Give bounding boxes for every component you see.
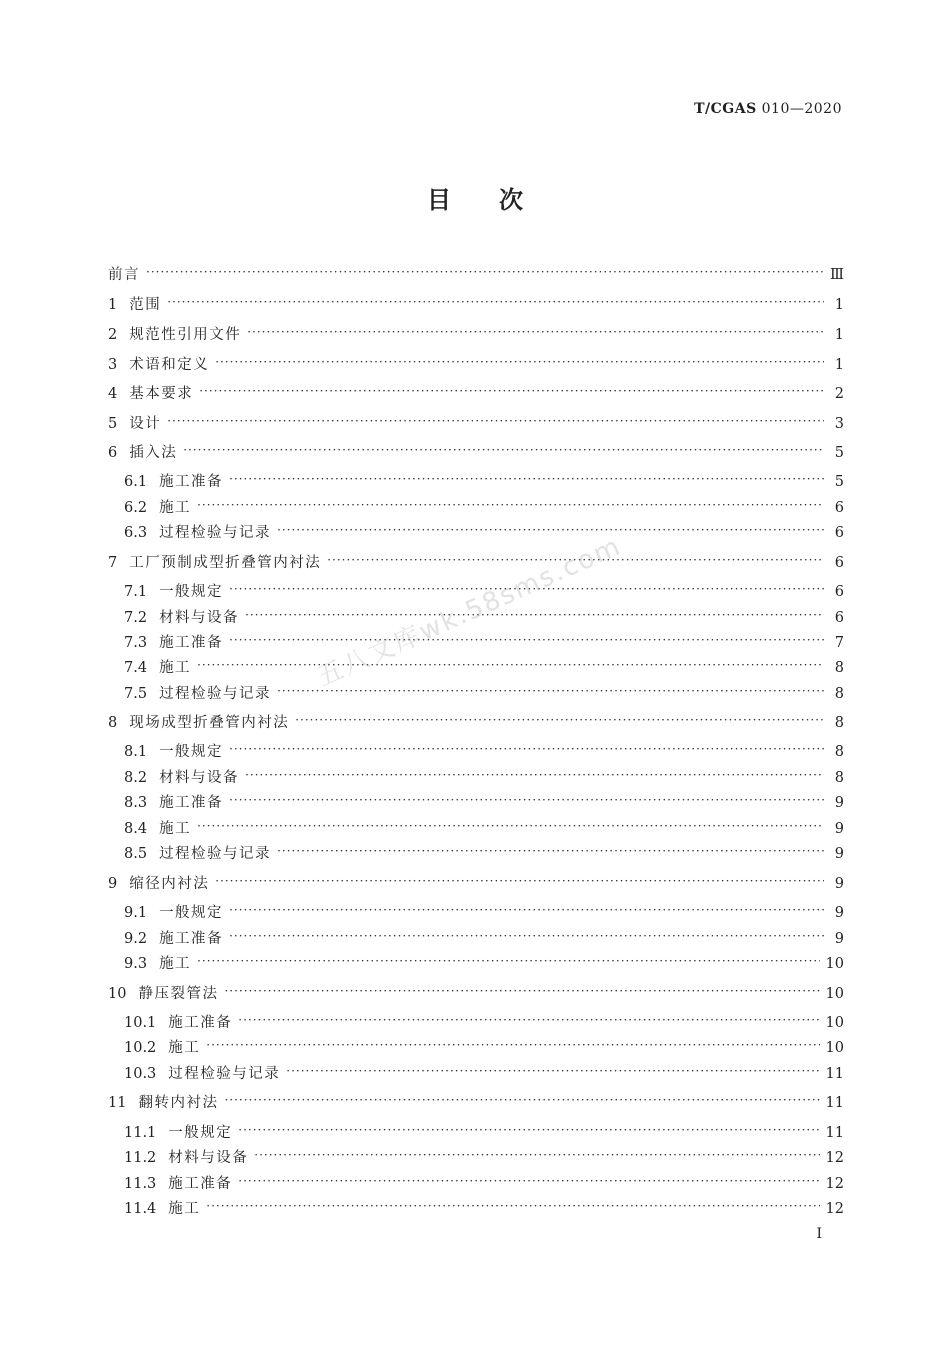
toc-entry-page: 1 — [834, 357, 844, 373]
toc-entry-label: 施工准备 — [159, 795, 224, 811]
toc-entry[interactable] — [124, 633, 844, 653]
toc-entry-label: 施工准备 — [168, 1015, 233, 1031]
toc-leader-dots — [277, 523, 824, 543]
toc-entry-number: 11.2 — [124, 1150, 157, 1166]
toc-entry-page: 10 — [825, 1015, 844, 1031]
toc-leader-dots — [215, 355, 824, 375]
toc-leader-dots — [229, 903, 824, 923]
toc-entry-label: 规范性引用文件 — [129, 327, 242, 343]
toc-leader-dots — [254, 1148, 819, 1168]
toc-entry-page: 11 — [825, 1095, 844, 1111]
toc-entry-page: 10 — [825, 986, 844, 1002]
toc-entry-page: 8 — [834, 715, 844, 731]
toc-entry[interactable] — [124, 742, 844, 762]
toc-entry-label: 施工准备 — [168, 1176, 233, 1192]
toc-entry-number: 4 — [108, 386, 118, 402]
toc-leader-dots — [167, 414, 824, 434]
toc-entry-label: 过程检验与记录 — [168, 1066, 281, 1082]
toc-entry-label: 缩径内衬法 — [129, 876, 210, 892]
toc-entry-page: 11 — [825, 1066, 844, 1082]
toc-entry-number: 8.1 — [124, 744, 148, 760]
toc-entry-label: 翻转内衬法 — [138, 1095, 219, 1111]
toc-entry-label: 静压裂管法 — [138, 986, 219, 1002]
toc-entry-page: 12 — [825, 1150, 844, 1166]
toc-leader-dots — [229, 742, 824, 762]
toc-entry-number: 6 — [108, 445, 118, 461]
toc-entry-number: 7.1 — [124, 584, 148, 600]
toc-entry[interactable] — [124, 819, 844, 839]
toc-entry-page: 9 — [834, 931, 844, 947]
toc-entry[interactable] — [124, 658, 844, 678]
toc-entry-label: 过程检验与记录 — [159, 846, 272, 862]
toc-leader-dots — [229, 472, 824, 492]
toc-entry[interactable] — [124, 498, 844, 518]
toc-leader-dots — [146, 265, 824, 285]
toc-entry-page: 8 — [834, 770, 844, 786]
toc-leader-dots — [167, 295, 824, 315]
toc-entry-number: 8 — [108, 715, 118, 731]
toc-entry-label: 现场成型折叠管内衬法 — [129, 715, 290, 731]
toc-entry-number: 11.1 — [124, 1125, 157, 1141]
toc-entry-number: 6.2 — [124, 500, 148, 516]
toc-entry[interactable] — [108, 713, 844, 733]
toc-entry[interactable] — [108, 295, 844, 315]
toc-entry-number: 11 — [108, 1095, 127, 1111]
toc-entry-label: 施工 — [159, 660, 192, 676]
toc-leader-dots — [224, 1093, 819, 1113]
toc-entry-page: 7 — [834, 635, 844, 651]
toc-entry-number: 10.1 — [124, 1015, 157, 1031]
toc-entry-label: 施工 — [168, 1040, 201, 1056]
toc-leader-dots — [197, 954, 819, 974]
toc-leader-dots — [229, 929, 824, 949]
toc-entry-page: 1 — [834, 327, 844, 343]
toc-entry[interactable] — [124, 1174, 844, 1194]
toc-entry-page: 6 — [834, 610, 844, 626]
toc-leader-dots — [238, 1013, 819, 1033]
toc-entry-label: 一般规定 — [168, 1125, 233, 1141]
toc-entry-page: 12 — [825, 1176, 844, 1192]
toc-leader-dots — [215, 874, 824, 894]
toc-entry-page: 8 — [834, 660, 844, 676]
toc-entry-label: 基本要求 — [129, 386, 194, 402]
toc-leader-dots — [224, 984, 819, 1004]
toc-entry[interactable] — [108, 553, 844, 573]
toc-entry-page: 10 — [825, 956, 844, 972]
toc-entry-number: 10 — [108, 986, 127, 1002]
toc-entry[interactable] — [124, 1148, 844, 1168]
toc-entry[interactable] — [108, 265, 844, 285]
toc-entry-label: 施工 — [159, 956, 192, 972]
toc-entry-label: 施工准备 — [159, 931, 224, 947]
toc-entry-page: 11 — [825, 1125, 844, 1141]
toc-entry[interactable] — [124, 844, 844, 864]
toc-entry-number: 6.3 — [124, 525, 148, 541]
toc-entry-number: 7.4 — [124, 660, 148, 676]
toc-entry-label: 术语和定义 — [129, 357, 210, 373]
toc-leader-dots — [229, 793, 824, 813]
toc-entry-number: 8.2 — [124, 770, 148, 786]
toc-leader-dots — [197, 498, 824, 518]
toc-entry-page: 12 — [825, 1201, 844, 1217]
toc-entry[interactable] — [108, 355, 844, 375]
toc-leader-dots — [277, 844, 824, 864]
toc-entry-number: 9 — [108, 876, 118, 892]
toc-leader-dots — [197, 819, 824, 839]
toc-entry-label: 施工 — [159, 500, 192, 516]
toc-leader-dots — [277, 684, 824, 704]
toc-leader-dots — [229, 633, 824, 653]
toc-entry[interactable] — [124, 1199, 844, 1219]
toc-leader-dots — [247, 325, 824, 345]
toc-entry[interactable] — [108, 443, 844, 463]
toc-entry-number: 9.2 — [124, 931, 148, 947]
toc-entry-label: 材料与设备 — [159, 770, 240, 786]
toc-entry-label: 插入法 — [129, 445, 178, 461]
toc-leader-dots — [245, 768, 824, 788]
toc-entry[interactable] — [108, 384, 844, 404]
toc-entry-number: 8.3 — [124, 795, 148, 811]
toc-entry-number: 7.5 — [124, 686, 148, 702]
toc-entry-number: 9.1 — [124, 905, 148, 921]
toc-entry-number: 1 — [108, 297, 118, 313]
toc-entry-number: 3 — [108, 357, 118, 373]
toc-entry-page: 1 — [834, 297, 844, 313]
toc-entry-number: 11.4 — [124, 1201, 157, 1217]
toc-entry-page: 8 — [834, 686, 844, 702]
toc-entry-label: 一般规定 — [159, 905, 224, 921]
toc-entry-page: 9 — [834, 905, 844, 921]
toc-entry-page: 6 — [834, 525, 844, 541]
toc-entry-number: 8.5 — [124, 846, 148, 862]
toc-entry-label: 工厂预制成型折叠管内衬法 — [129, 555, 322, 571]
toc-entry-page: 5 — [834, 445, 844, 461]
toc-entry-number: 7 — [108, 555, 118, 571]
toc-entry-page: 9 — [834, 821, 844, 837]
page-title: 目次 — [427, 185, 571, 214]
toc-leader-dots — [197, 658, 824, 678]
toc-entry-page: 9 — [834, 876, 844, 892]
toc-entry-page: 5 — [834, 474, 844, 490]
toc-entry[interactable] — [124, 472, 844, 492]
toc-entry-page: 10 — [825, 1040, 844, 1056]
toc-entry-label: 范围 — [129, 297, 162, 313]
standard-code — [694, 101, 842, 117]
toc-entry-page: 9 — [834, 795, 844, 811]
toc-entry-number: 10.2 — [124, 1040, 157, 1056]
toc-leader-dots — [295, 713, 824, 733]
standard-number: 010—2020 — [761, 101, 842, 117]
toc-leader-dots — [245, 608, 824, 628]
toc-entry-label: 过程检验与记录 — [159, 525, 272, 541]
toc-entry-number: 8.4 — [124, 821, 148, 837]
toc-entry-label: 施工准备 — [159, 635, 224, 651]
toc-entry[interactable] — [108, 325, 844, 345]
toc-leader-dots — [183, 443, 824, 463]
toc-entry-number: 2 — [108, 327, 118, 343]
toc-entry[interactable] — [124, 1064, 844, 1084]
toc-entry-label: 一般规定 — [159, 744, 224, 760]
toc-entry[interactable] — [124, 1013, 844, 1033]
toc-entry-label: 过程检验与记录 — [159, 686, 272, 702]
toc-entry-label: 施工准备 — [159, 474, 224, 490]
toc-leader-dots — [238, 1174, 819, 1194]
toc-entry-number: 11.3 — [124, 1176, 157, 1192]
toc-entry[interactable] — [108, 984, 844, 1004]
toc-entry[interactable] — [124, 523, 844, 543]
toc-entry[interactable] — [124, 903, 844, 923]
toc-entry-number: 10.3 — [124, 1066, 157, 1082]
toc-entry-page: 9 — [834, 846, 844, 862]
toc-leader-dots — [206, 1199, 819, 1219]
toc-entry[interactable] — [124, 1123, 844, 1143]
toc-entry-page: 6 — [834, 555, 844, 571]
toc-entry-number: 7.2 — [124, 610, 148, 626]
toc-entry-label: 前言 — [108, 267, 140, 283]
toc-entry[interactable] — [124, 684, 844, 704]
toc-entry-label: 材料与设备 — [168, 1150, 249, 1166]
toc-entry-page: 3 — [834, 416, 844, 432]
toc-entry-page: 6 — [834, 500, 844, 516]
toc-entry-page: 8 — [834, 744, 844, 760]
toc-entry-number: 6.1 — [124, 474, 148, 490]
toc-entry-page: 6 — [834, 584, 844, 600]
toc-entry[interactable] — [108, 1093, 844, 1113]
toc-entry-label: 施工 — [168, 1201, 201, 1217]
toc-entry-label: 施工 — [159, 821, 192, 837]
toc-entry-page: 2 — [834, 386, 844, 402]
toc-entry-label: 设计 — [129, 416, 162, 432]
toc-leader-dots — [206, 1038, 819, 1058]
watermark: 五八文库wk.58sms.com — [312, 531, 627, 693]
toc-entry[interactable] — [124, 793, 844, 813]
toc-leader-dots — [199, 384, 824, 404]
toc-entry[interactable] — [108, 874, 844, 894]
toc-entry[interactable] — [124, 1038, 844, 1058]
toc-entry[interactable] — [124, 954, 844, 974]
toc-entry-label: 一般规定 — [159, 584, 224, 600]
page-number: I — [816, 1226, 822, 1242]
toc-entry-number: 7.3 — [124, 635, 148, 651]
standard-prefix: T/CGAS — [694, 101, 757, 117]
toc-entry-label: 材料与设备 — [159, 610, 240, 626]
toc-entry[interactable] — [108, 414, 844, 434]
toc-entry[interactable] — [124, 929, 844, 949]
toc-leader-dots — [286, 1064, 819, 1084]
toc-leader-dots — [238, 1123, 819, 1143]
toc-entry[interactable] — [124, 768, 844, 788]
toc-entry-page: Ⅲ — [830, 267, 844, 283]
toc-entry-number: 9.3 — [124, 956, 148, 972]
toc-entry-number: 5 — [108, 416, 118, 432]
